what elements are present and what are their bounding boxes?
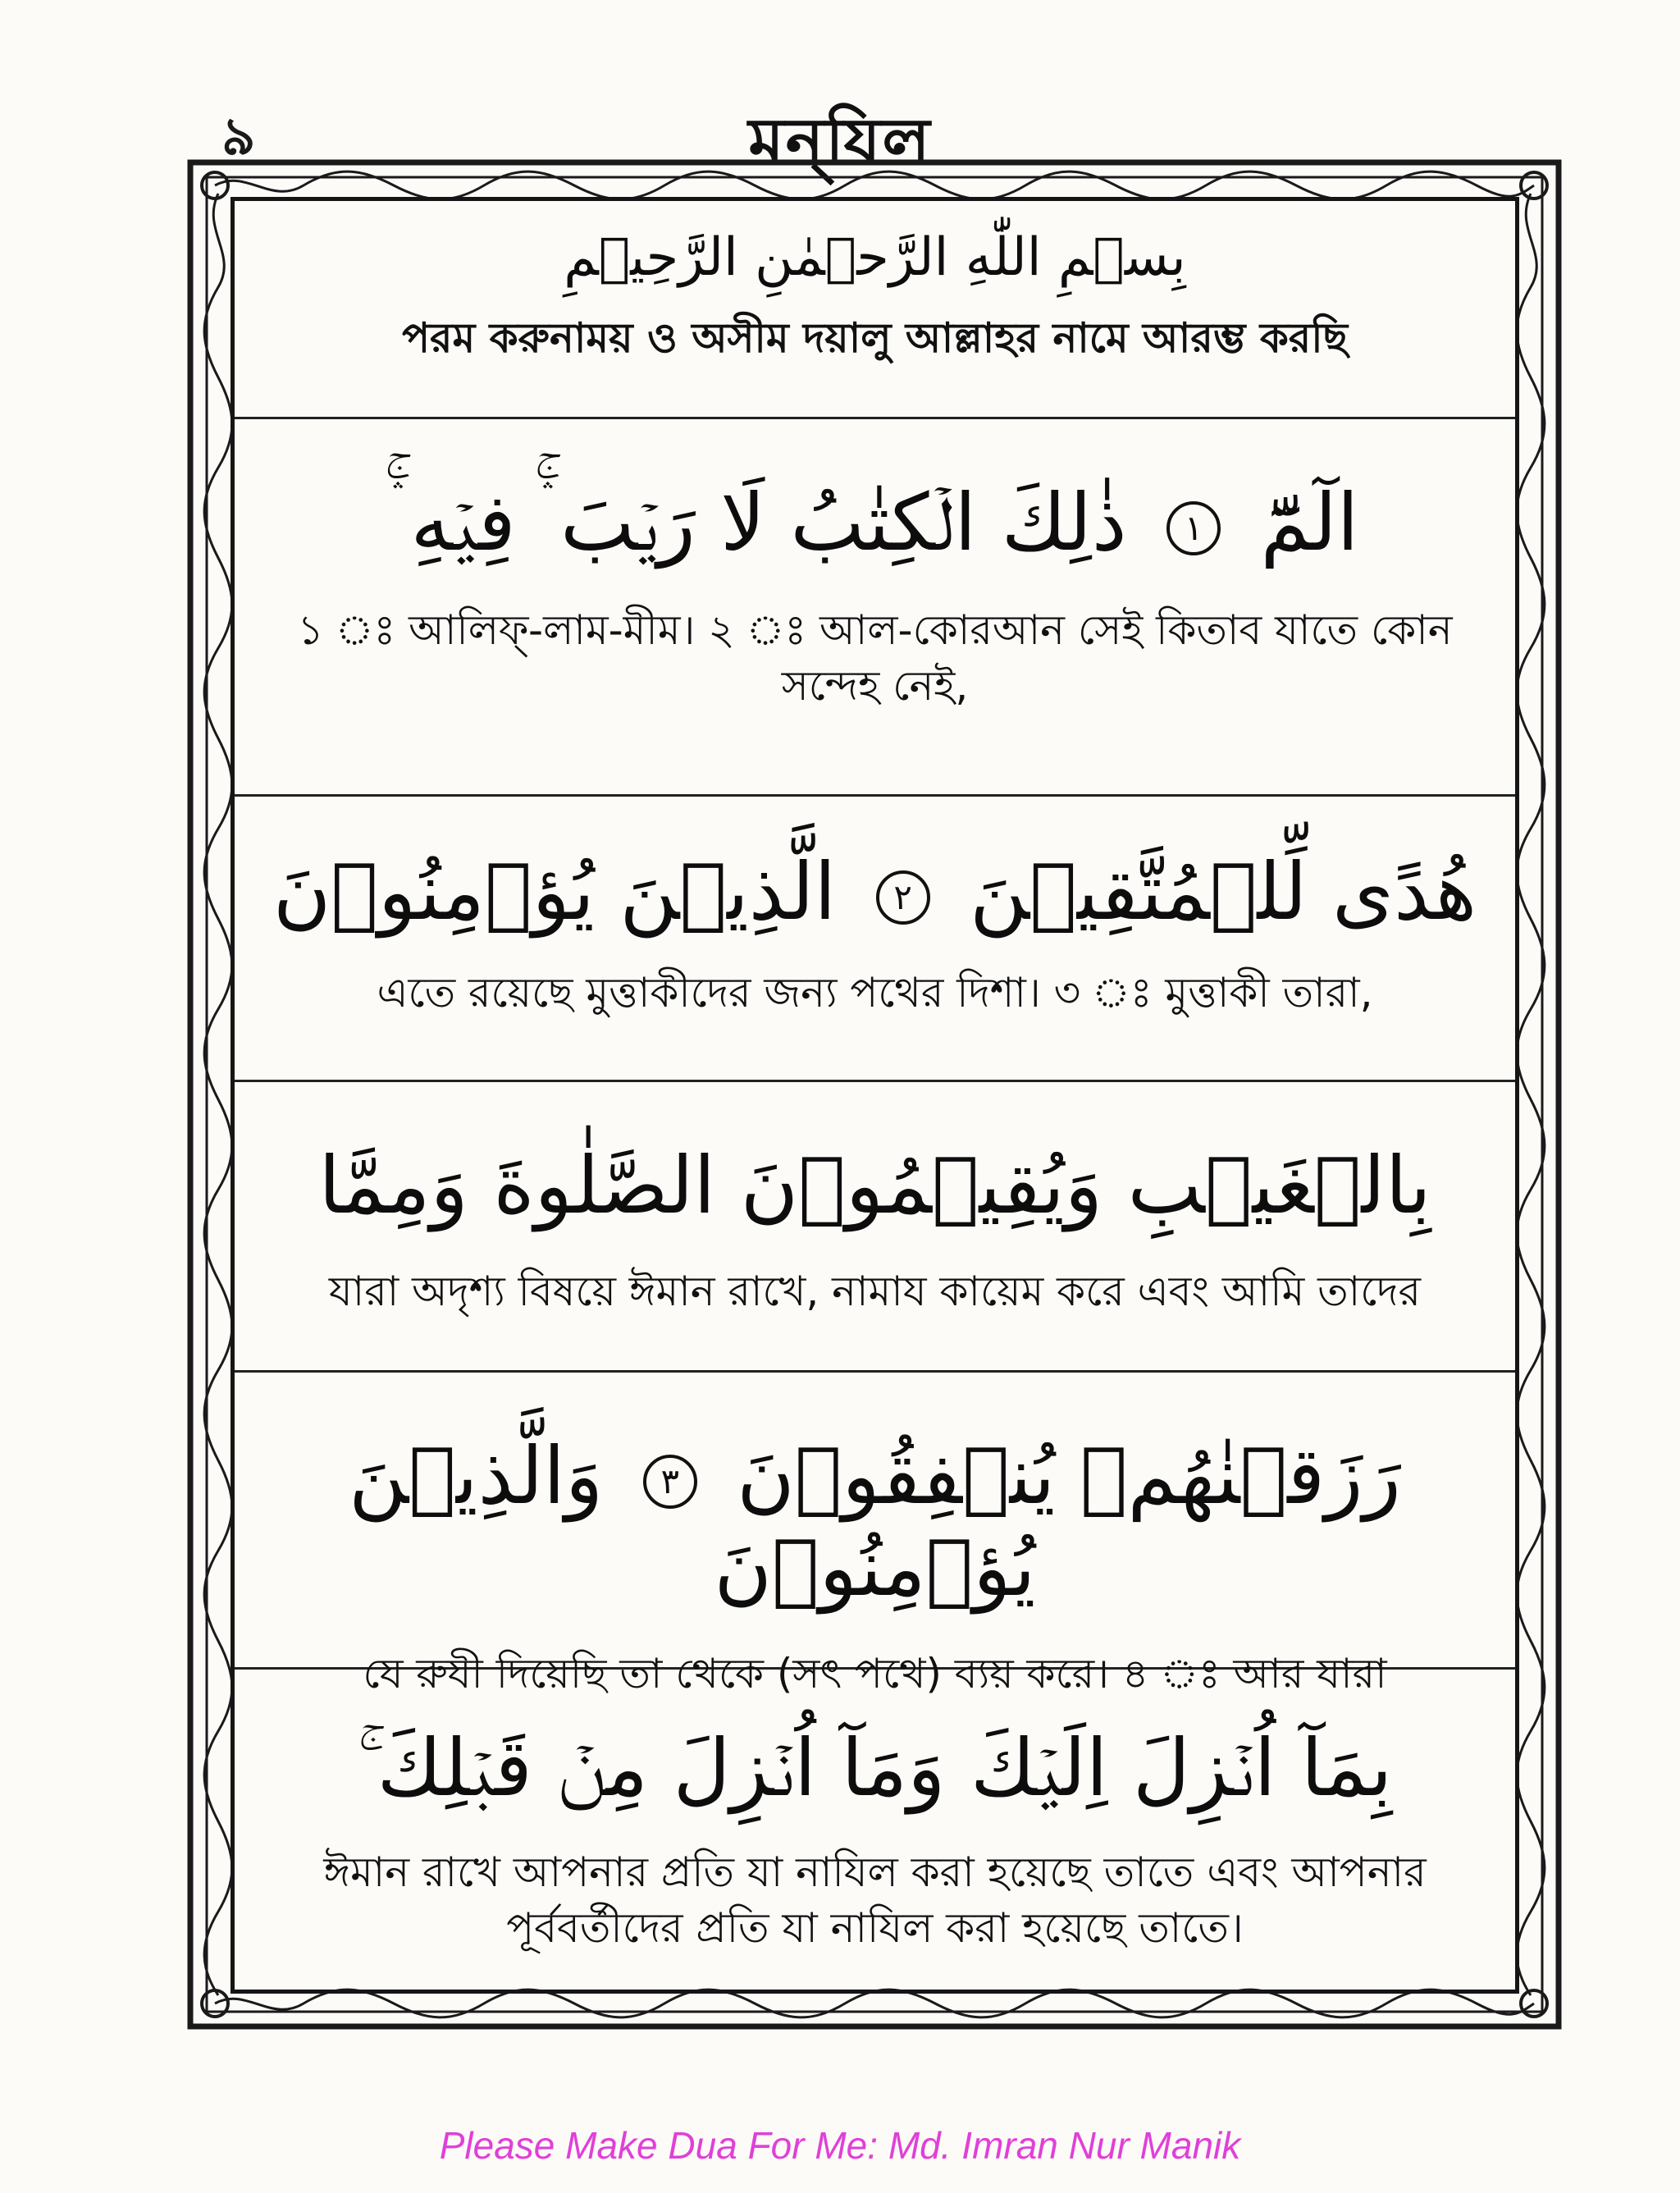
verse-translation: এতে রয়েছে মুত্তাকীদের জন্য পথের দিশা। ৩ ঃ মুত্তাকী তারা, bbox=[377, 969, 1373, 1017]
content-box bbox=[231, 197, 1519, 1994]
verse-section-2 bbox=[235, 797, 1515, 1082]
verse-arabic-line bbox=[235, 797, 1515, 938]
verse-arabic-text: ذٰلِكَ الۡكِتٰبُ لَا رَيۡبَ ۛۚ فِيۡهِ ۛۚ bbox=[390, 477, 1127, 569]
verse-arabic-line bbox=[235, 1373, 1515, 1614]
verse-arabic-line bbox=[235, 1082, 1515, 1231]
verse-arabic-text: وَالَّذِيۡنَ يُؤۡمِنُوۡنَ bbox=[349, 1430, 1036, 1614]
ayah-number-mark: ٣ bbox=[643, 1455, 697, 1509]
verse-arabic-text: رَزَقۡنٰهُمۡ يُنۡفِقُوۡنَ bbox=[737, 1430, 1401, 1522]
verse-translation: যারা অদৃশ্য বিষয়ে ঈমান রাখে, নামায কায়েম করে এবং আমি তাদের bbox=[328, 1268, 1422, 1315]
verse-arabic-text: بِمَآ اُنۡزِلَ اِلَيۡكَ وَمَآ اُنۡزِلَ مِنۡ قَبۡلِكَ ۚ bbox=[357, 1722, 1393, 1814]
verse-section-3 bbox=[235, 1082, 1515, 1373]
ayah-number-mark: ١ bbox=[1166, 501, 1221, 555]
verse-arabic-text: هُدًى لِّلۡمُتَّقِيۡنَ bbox=[970, 846, 1477, 938]
verse-translation: যে রুযী দিয়েছি তা থেকে (সৎ পথে) ব্যয় করে। ৪ ঃ আর যারা bbox=[363, 1650, 1387, 1697]
verse-translation: ঈমান রাখে আপনার প্রতি যা নাযিল করা হয়েছে তাতে এবং আপনার পূর্ববর্তীদের প্রতি যা নাযিল করা হয়েছে তাতে। bbox=[323, 1848, 1427, 1952]
verse-section-5 bbox=[235, 1670, 1515, 1990]
verse-arabic-line bbox=[235, 419, 1515, 570]
page-number: ৯ bbox=[221, 107, 256, 167]
bismillah-section bbox=[235, 201, 1515, 419]
verse-arabic-text: الَّذِيۡنَ يُؤۡمِنُوۡنَ bbox=[272, 846, 837, 938]
verse-arabic-text: الٓمّٓ bbox=[1260, 477, 1359, 569]
ayah-number-mark: ٢ bbox=[876, 870, 930, 925]
bismillah-arabic: بِسۡمِ اللّٰهِ الرَّحۡمٰنِ الرَّحِيۡمِ bbox=[564, 227, 1186, 288]
verse-section-1 bbox=[235, 419, 1515, 797]
verse-arabic-text: بِالۡغَيۡبِ وَيُقِيۡمُوۡنَ الصَّلٰوةَ وَمِمَّا bbox=[318, 1140, 1431, 1231]
bismillah-bengali: পরম করুনাময় ও অসীম দয়ালু আল্লাহর নামে আরম্ভ করছি bbox=[402, 314, 1348, 362]
verse-section-4 bbox=[235, 1373, 1515, 1697]
verse-arabic-line bbox=[235, 1670, 1515, 1816]
footer-note: Please Make Dua For Me: Md. Imran Nur Manik bbox=[439, 2124, 1241, 2167]
verse-translation: ১ ঃ আলিফ্-লাম-মীম। ২ ঃ আল-কোরআন সেই কিতাব যাতে কোন সন্দেহ নেই, bbox=[297, 606, 1453, 710]
page-title: মন্‌যিল bbox=[748, 105, 932, 179]
